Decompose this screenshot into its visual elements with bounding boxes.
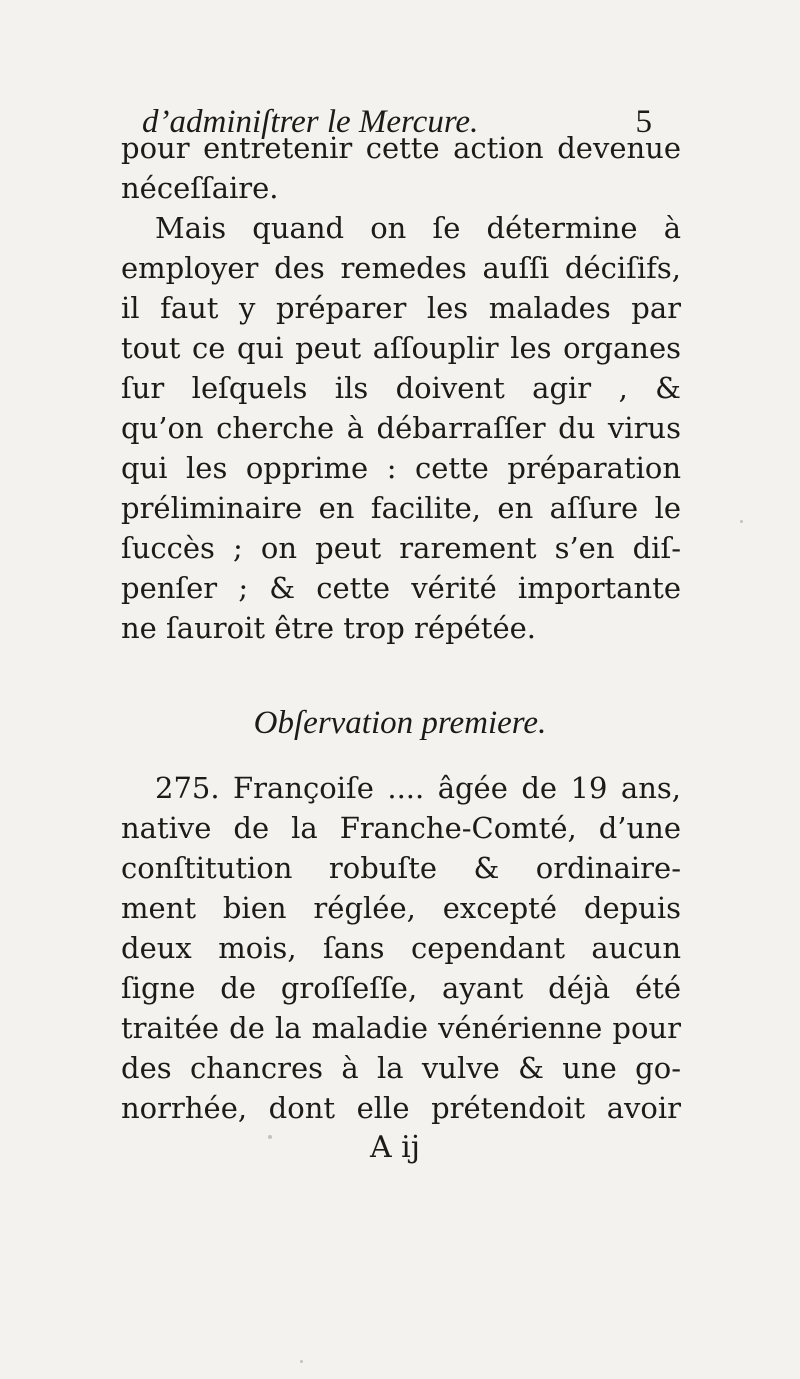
text-line: ſuccès ; on peut rarement s’en diſ- bbox=[121, 531, 681, 565]
text-line: native de la Franche-Comté, d’une bbox=[121, 811, 681, 845]
text-line: néceſſaire. bbox=[121, 171, 279, 205]
text-line: tout ce qui peut aſſouplir les organes bbox=[121, 331, 681, 365]
text-line: penſer ; & cette vérité importante bbox=[121, 571, 681, 605]
text-line: ſur leſquels ils doivent agir , & bbox=[121, 371, 681, 405]
section-heading: Obſervation premiere. bbox=[253, 705, 547, 741]
text-line: deux mois, ſans cependant aucun bbox=[121, 931, 681, 965]
text-line: qu’on cherche à débarraſſer du virus bbox=[121, 411, 681, 445]
paper-speck bbox=[740, 520, 743, 523]
text-line: conſtitution robuſte & ordinaire- bbox=[121, 851, 681, 885]
text-line: pour entretenir cette action devenue bbox=[121, 131, 681, 165]
text-line: qui les opprime : cette préparation bbox=[121, 451, 681, 485]
text-line: des chancres à la vulve & une go- bbox=[121, 1051, 681, 1085]
text-line: traitée de la maladie vénérienne pour bbox=[121, 1011, 681, 1045]
signature-mark: A ij bbox=[369, 1130, 421, 1165]
paper-speck bbox=[300, 1360, 303, 1363]
running-title: d’adminiſtrer le Mercure. bbox=[142, 104, 479, 140]
text-line: ſigne de groſſeſſe, ayant déjà été bbox=[121, 971, 681, 1005]
text-line: préliminaire en facilite, en aſſure le bbox=[121, 491, 681, 525]
page-number: 5 bbox=[635, 104, 652, 140]
text-line: 275. Françoiſe .... âgée de 19 ans, bbox=[155, 771, 681, 805]
text-line: Mais quand on ſe détermine à bbox=[155, 211, 681, 245]
text-line: ment bien réglée, excepté depuis bbox=[121, 891, 681, 925]
text-line: norrhée, dont elle prétendoit avoir bbox=[121, 1091, 681, 1125]
text-line: il faut y préparer les malades par bbox=[121, 291, 681, 325]
text-line: employer des remedes auſſi déciſifs, bbox=[121, 251, 681, 285]
paper-speck bbox=[268, 1135, 272, 1139]
text-line: ne ſauroit être trop répétée. bbox=[121, 611, 536, 645]
